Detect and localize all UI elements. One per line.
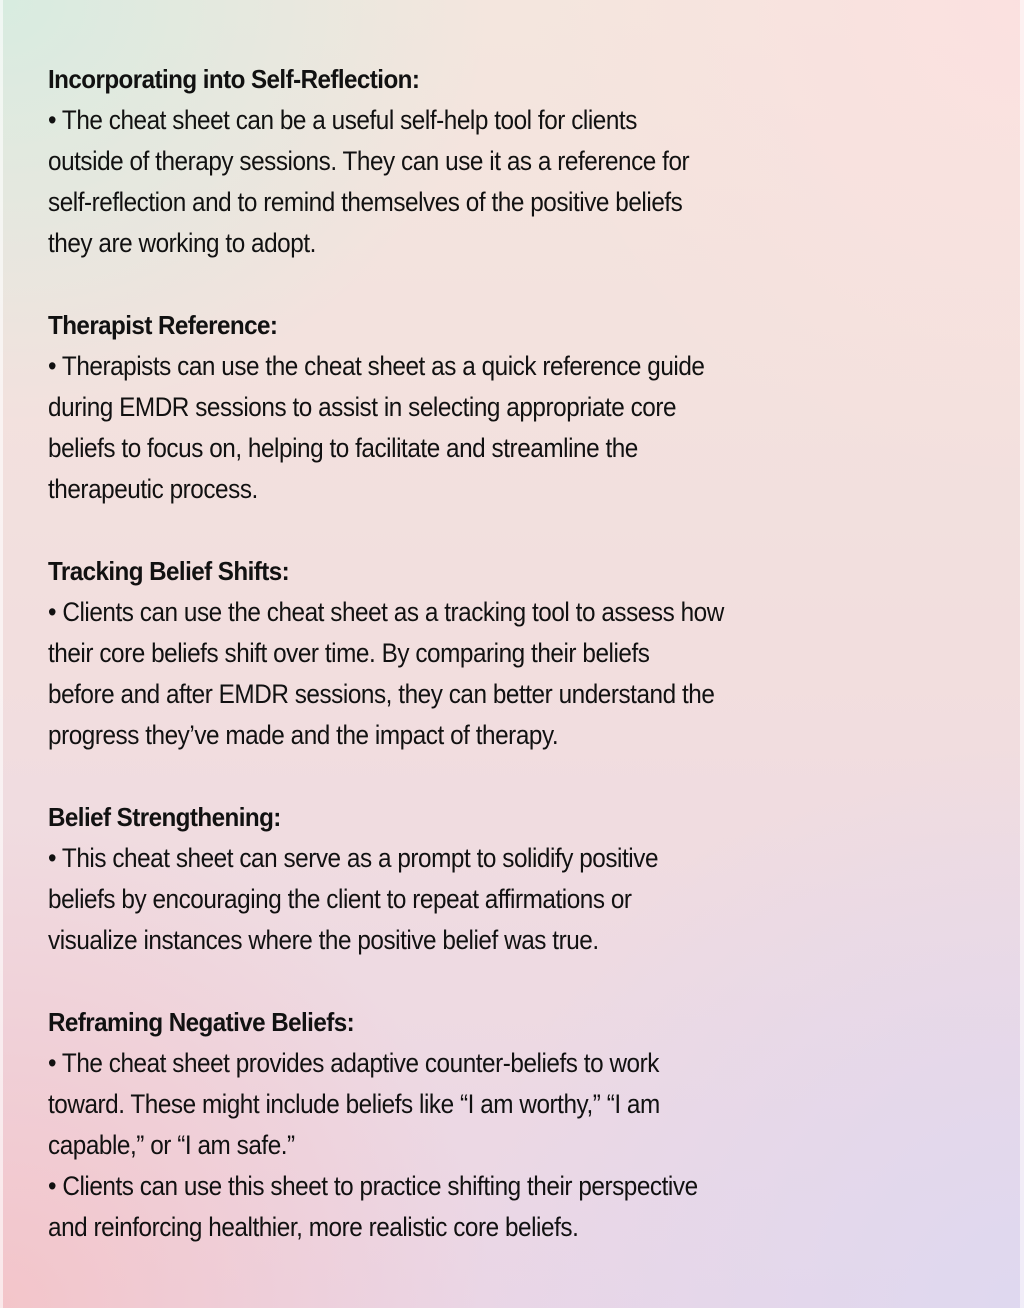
body-line: visualize instances where the positive belief was true. [48, 925, 599, 955]
body-line: during EMDR sessions to assist in selecting appropriate core [48, 392, 677, 422]
section-belief-strengthening [48, 797, 988, 961]
body-line: progress they’ve made and the impact of therapy. [48, 720, 559, 750]
section-heading: Incorporating into Self-Reflection: [48, 64, 420, 94]
body-line: their core beliefs shift over time. By comparing their beliefs [48, 638, 650, 668]
section-self-reflection [48, 59, 988, 264]
body-line: • The cheat sheet can be a useful self-help tool for clients [48, 105, 637, 135]
body-line: • Clients can use this sheet to practice shifting their perspective [48, 1171, 698, 1201]
section-reframing-negative-beliefs [48, 1002, 988, 1248]
body-line: toward. These might include beliefs like “I am worthy,” “I am [48, 1089, 660, 1119]
body-line: self-reflection and to remind themselves of the positive beliefs [48, 187, 683, 217]
section-therapist-reference [48, 305, 988, 510]
body-line: therapeutic process. [48, 474, 258, 504]
section-heading: Reframing Negative Beliefs: [48, 1007, 355, 1037]
body-line: capable,” or “I am safe.” [48, 1130, 295, 1160]
body-line: beliefs by encouraging the client to repeat affirmations or [48, 884, 632, 914]
body-line: they are working to adopt. [48, 228, 316, 258]
body-line: and reinforcing healthier, more realistic core beliefs. [48, 1212, 579, 1242]
body-line: • Therapists can use the cheat sheet as a quick reference guide [48, 351, 705, 381]
section-heading: Belief Strengthening: [48, 802, 281, 832]
left-border [0, 0, 3, 1308]
body-line: • This cheat sheet can serve as a prompt to solidify positive [48, 843, 659, 873]
document-body [48, 59, 988, 1289]
body-line: • The cheat sheet provides adaptive counter-beliefs to work [48, 1048, 659, 1078]
right-border [1020, 0, 1024, 1308]
body-line: outside of therapy sessions. They can use it as a reference for [48, 146, 690, 176]
section-heading: Tracking Belief Shifts: [48, 556, 290, 586]
section-heading: Therapist Reference: [48, 310, 278, 340]
section-tracking-belief-shifts [48, 551, 988, 756]
body-line: beliefs to focus on, helping to facilitate and streamline the [48, 433, 638, 463]
body-line: before and after EMDR sessions, they can better understand the [48, 679, 715, 709]
body-line: • Clients can use the cheat sheet as a tracking tool to assess how [48, 597, 724, 627]
